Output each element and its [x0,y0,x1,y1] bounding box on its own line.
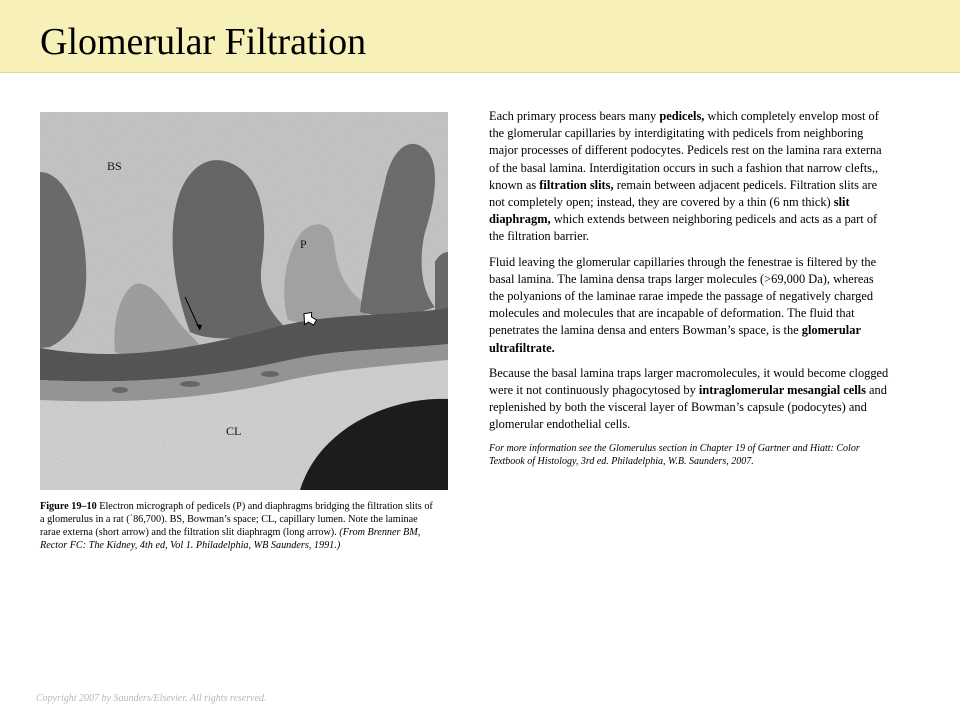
p1-text-1: Each primary process bears many [489,109,660,123]
caption-text: Electron micrograph of pedicels (P) and diaphragms bridging the filtration slits of a glomerulus in a rat (´86,700). BS, Bowman’s space; CL, capillary lumen. Note the laminae rarae externa (short arrow) and the filtration slit diaphragm (long arrow). [40,501,433,538]
paragraph-filtration [489,254,889,357]
electron-micrograph [40,112,448,490]
body-text [489,108,889,469]
label-p: P [300,237,307,251]
label-bs: BS [107,159,122,173]
caption-label: Figure 19–10 [40,501,97,512]
reference-note: For more information see the Glomerulus section in Chapter 19 of Gartner and Hiatt: Color Textbook of Histology, 3rd ed. Philadelphia, W.B. Saunders, 2007. [489,442,860,468]
p1-text-2: which completely envelop most of the glomerular capillaries by interdigitating with pedicels from neighboring major processes of different podocytes. Pedicels rest on the lamina rara externa of the basal lamina. Interdigitation occurs in such a fashion that narrow clefts,, known as [489,109,882,192]
term-filtration-slits: filtration slits, [539,177,614,192]
p3-text-1: Because the basal lamina traps larger macromolecules, it would become clogged were it not continuously phagocytosed by [489,365,889,398]
p1-text-3: remain between adjacent pedicels. Filtration slits are not completely open; instead, they are covered by a thin (6 nm thick) [489,177,878,210]
micrograph-image [40,112,448,490]
p1-text-4: which extends between neighboring pedicels and acts as a part of the filtration barrier. [489,212,878,244]
slide-title: Glomerular Filtration [40,21,367,63]
paragraph-mesangial [489,365,889,434]
term-glomerular-ultrafiltrate: glomerular ultrafiltrate. [489,323,861,355]
term-slit-diaphragm: slit diaphragm, [489,195,850,227]
label-cl: CL [226,424,242,438]
title-bar [0,0,960,73]
paragraph-pedicels [489,108,889,246]
p2-text-1: Fluid leaving the glomerular capillaries through the fenestrae is filtered by the basal lamina. The lamina densa traps larger molecules (>69,000 Da), whereas the polyanions of the laminae rarae impede the passage of negatively charged molecules and molecules that are incapable of deformation. The fluid that penetrates the lamina densa and enters Bowman’s space, is the [489,254,877,338]
copyright-notice: Copyright 2007 by Saunders/Elsevier. All rights reserved. [36,693,267,704]
term-mesangial-cells: intraglomerular mesangial cells [698,383,866,398]
caption-source: (From Brenner BM, Rector FC: The Kidney, 4th ed, Vol 1. Philadelphia, WB Saunders, 1991.) [40,527,421,551]
term-pedicels: pedicels, [659,109,705,123]
p3-text-2: and replenished by both the visceral layer of Bowman’s capsule (podocytes) and glomerular endothelial cells. [489,383,887,432]
figure-caption [40,500,434,552]
